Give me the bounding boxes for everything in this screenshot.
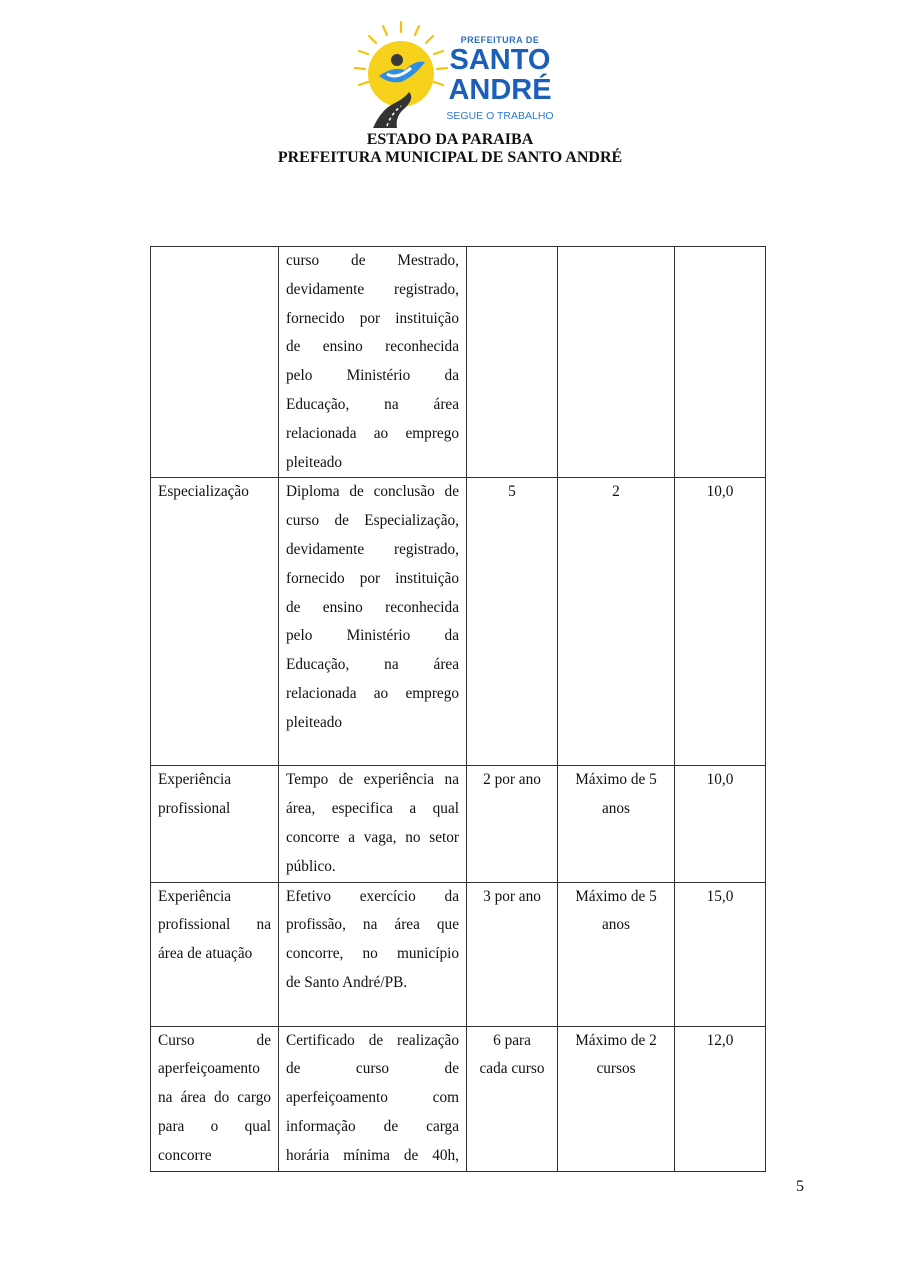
document-line: concorre, no município <box>286 945 459 963</box>
criterion-cell <box>151 766 279 882</box>
document-line: fornecido por instituição <box>286 569 459 587</box>
table-row <box>151 766 766 882</box>
criterion-cell <box>151 1026 279 1171</box>
logo-title-line-2: ANDRÉ <box>448 74 552 106</box>
document-line: Certificado de realização <box>286 1031 459 1049</box>
document-line: concorre a vaga, no setor <box>286 828 459 846</box>
document-line: aperfeiçoamento com <box>286 1089 459 1107</box>
criterion-cell <box>151 882 279 1026</box>
document-line: pelo Ministério da <box>286 627 459 645</box>
document-line: fornecido por instituição <box>286 309 459 327</box>
document-line: relacionada ao emprego <box>286 424 459 442</box>
document-line: curso de Mestrado, <box>286 252 459 269</box>
document-line: relacionada ao emprego <box>286 684 459 702</box>
document-line: pleiteado <box>286 453 343 471</box>
points-cell <box>467 1026 558 1171</box>
table-row <box>151 1026 766 1171</box>
document-cell <box>279 1026 467 1171</box>
max-qty-cell <box>558 766 675 882</box>
document-line: de Santo André/PB. <box>286 973 408 991</box>
document-line: Tempo de experiência na <box>286 771 459 789</box>
header-municipality: PREFEITURA MUNICIPAL DE SANTO ANDRÉ <box>277 149 623 166</box>
max-score-cell: 10,0 <box>675 766 766 882</box>
document-line: horária mínima de 40h, <box>286 1146 459 1164</box>
points-cell: 3 por ano <box>467 882 558 1026</box>
document-line: Diploma de conclusão de <box>286 483 459 501</box>
max-qty-line: anos <box>601 916 631 934</box>
criterion-line: Experiência <box>158 887 232 905</box>
document-line: pleiteado <box>286 713 343 731</box>
points-cell <box>467 247 558 478</box>
criterion-cell <box>151 478 279 766</box>
document-line: de ensino reconhecida <box>286 338 459 356</box>
document-line: área, especifica a qual <box>286 800 459 818</box>
points-line: cada curso <box>479 1060 545 1078</box>
criterion-line: na área do cargo <box>158 1089 271 1107</box>
document-cell <box>279 478 467 766</box>
max-score-cell: 15,0 <box>675 882 766 1026</box>
document-line: pelo Ministério da <box>286 367 459 385</box>
logo-small-text: PREFEITURA DE <box>460 35 540 45</box>
max-qty-cell <box>558 882 675 1026</box>
document-line: devidamente registrado, <box>286 540 459 558</box>
document-line: público. <box>286 857 336 875</box>
criterion-line: Especialização <box>158 483 249 501</box>
max-qty-cell: 2 <box>558 478 675 766</box>
points-cell: 2 por ano <box>467 766 558 882</box>
criterion-line: concorre <box>158 1146 212 1164</box>
table-row <box>151 882 766 1026</box>
criterion-line: Experiência <box>158 771 232 789</box>
document-line: Educação, na área <box>286 656 459 674</box>
document-line: Educação, na área <box>286 395 459 413</box>
max-qty-line: Máximo de 2 <box>575 1031 657 1049</box>
document-line: de curso de <box>286 1060 459 1078</box>
scoring-table <box>150 246 766 1172</box>
criterion-line: Curso de <box>158 1031 271 1049</box>
document-line: devidamente registrado, <box>286 280 459 298</box>
max-qty-line: Máximo de 5 <box>575 771 657 789</box>
logo-title-line-1: SANTO <box>449 44 551 76</box>
document-line: informação de carga <box>286 1117 459 1135</box>
points-cell: 5 <box>467 478 558 766</box>
max-score-cell: 12,0 <box>675 1026 766 1171</box>
max-score-cell: 10,0 <box>675 478 766 766</box>
document-cell <box>279 247 467 478</box>
header-state: ESTADO DA PARAIBA <box>366 131 534 148</box>
max-qty-cell <box>558 247 675 478</box>
table-row <box>151 247 766 478</box>
max-qty-line: Máximo de 5 <box>575 887 657 905</box>
page-number: 5 <box>796 1178 804 1195</box>
document-line: de ensino reconhecida <box>286 598 459 616</box>
criterion-line: aperfeiçoamento <box>158 1060 260 1078</box>
criterion-line: profissional <box>158 800 231 818</box>
document-line: curso de Especialização, <box>286 512 459 530</box>
document-line: Efetivo exercício da <box>286 887 459 905</box>
max-qty-line: cursos <box>596 1060 636 1078</box>
document-cell <box>279 882 467 1026</box>
points-line: 6 para <box>493 1031 531 1049</box>
criterion-cell <box>151 247 279 478</box>
document-cell <box>279 766 467 882</box>
criterion-line: para o qual <box>158 1117 271 1135</box>
max-qty-line: anos <box>601 800 631 818</box>
criterion-line: profissional na <box>158 916 271 934</box>
criterion-line: área de atuação <box>158 945 253 963</box>
logo-tagline: SEGUE O TRABALHO <box>446 110 554 122</box>
max-qty-cell <box>558 1026 675 1171</box>
document-line: profissão, na área que <box>286 916 459 934</box>
max-score-cell <box>675 247 766 478</box>
table-row <box>151 478 766 766</box>
